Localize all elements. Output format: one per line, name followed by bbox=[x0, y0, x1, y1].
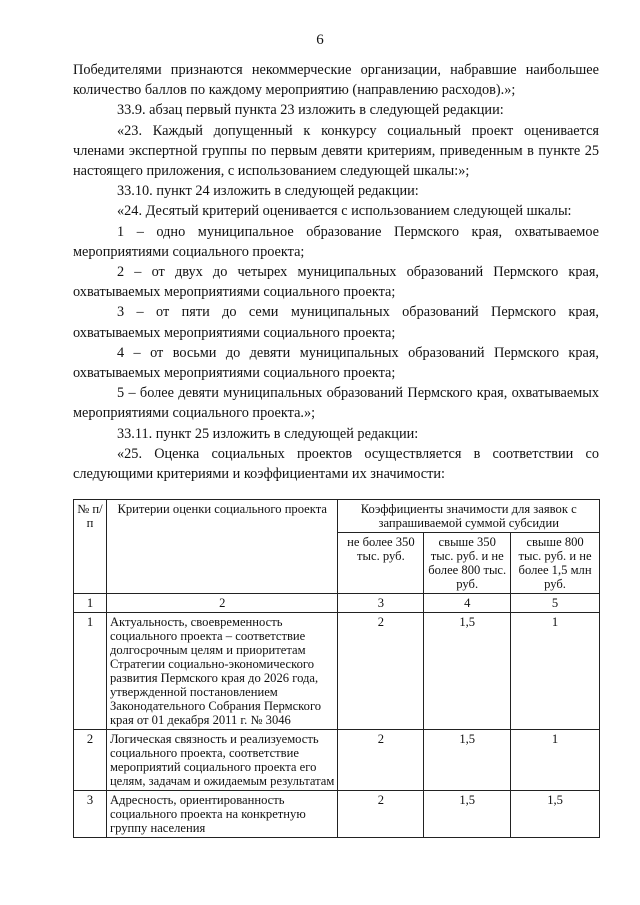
paragraph: «25. Оценка социальных проектов осуществляется в соответствии со следующими критериями и коэффициентами их значимости: bbox=[73, 445, 599, 483]
column-number: 5 bbox=[511, 594, 600, 613]
paragraph: 4 – от восьми до девяти муниципальных образований Пермского края, охватываемых мероприятиями социального проекта; bbox=[73, 344, 599, 382]
row-num: 3 bbox=[74, 791, 107, 838]
row-coef-b: 1,5 bbox=[424, 613, 511, 730]
row-num: 1 bbox=[74, 613, 107, 730]
paragraph: 33.10. пункт 24 изложить в следующей редакции: bbox=[117, 183, 419, 200]
column-numbers-row bbox=[74, 594, 600, 613]
column-number: 2 bbox=[106, 594, 338, 613]
row-criteria: Адресность, ориентированность социального проекта на конкретную группу населения bbox=[106, 791, 338, 838]
paragraph: 5 – более девяти муниципальных образований Пермского края, охватываемых мероприятиями социального проекта.»; bbox=[73, 385, 599, 422]
paragraph: 3 – от пяти до семи муниципальных образований Пермского края, охватываемых мероприятиями социального проекта; bbox=[73, 304, 599, 341]
criteria-table bbox=[73, 499, 600, 838]
row-criteria: Актуальность, своевременность социального проекта – соответствие долгосрочным целям и приоритетам Стратегии социально-экономического развития Пермского края до 2026 года, утвержденной постановлением Законодательного Собрания Пермского края от 01 декабря 2011 г. № 3046 bbox=[106, 613, 338, 730]
paragraph: Победителями признаются некоммерческие организации, набравшие наибольшее количество баллов по каждому мероприятию (направлению расходов).»; bbox=[73, 62, 599, 99]
column-number: 4 bbox=[424, 594, 511, 613]
row-coef-b: 1,5 bbox=[424, 791, 511, 838]
table-row bbox=[74, 791, 600, 838]
body-text bbox=[73, 60, 599, 484]
paragraph: 33.9. абзац первый пункта 23 изложить в следующей редакции: bbox=[117, 102, 504, 119]
row-coef-c: 1,5 bbox=[511, 791, 600, 838]
column-number: 1 bbox=[74, 594, 107, 613]
header-col-a: не более 350 тыс. руб. bbox=[338, 533, 424, 594]
row-criteria: Логическая связность и реализуемость социального проекта, соответствие мероприятий социального проекта его целям, задачам и ожидаемым результатам bbox=[106, 730, 338, 791]
row-coef-c: 1 bbox=[511, 613, 600, 730]
paragraph: «24. Десятый критерий оценивается с использованием следующей шкалы: bbox=[117, 203, 572, 220]
table-row bbox=[74, 730, 600, 791]
header-col-c: свыше 800 тыс. руб. и не более 1,5 млн руб. bbox=[511, 533, 600, 594]
row-coef-a: 2 bbox=[338, 730, 424, 791]
row-num: 2 bbox=[74, 730, 107, 791]
page-number: 6 bbox=[316, 32, 324, 48]
row-coef-b: 1,5 bbox=[424, 730, 511, 791]
row-coef-a: 2 bbox=[338, 791, 424, 838]
table-header-row bbox=[74, 500, 600, 533]
paragraph: «23. Каждый допущенный к конкурсу социальный проект оценивается членами экспертной группы по первым девяти критериям, приведенным в пункте 25 настоящего приложения, с использованием следующей шкалы:»; bbox=[73, 122, 599, 180]
paragraph: 1 – одно муниципальное образование Пермского края, охватываемое мероприятиями социального проекта; bbox=[73, 223, 599, 260]
row-coef-c: 1 bbox=[511, 730, 600, 791]
column-number: 3 bbox=[338, 594, 424, 613]
paragraph: 33.11. пункт 25 изложить в следующей редакции: bbox=[117, 425, 419, 442]
header-col-b: свыше 350 тыс. руб. и не более 800 тыс. руб. bbox=[424, 533, 511, 594]
row-coef-a: 2 bbox=[338, 613, 424, 730]
table-row bbox=[74, 613, 600, 730]
header-criteria: Критерии оценки социального проекта bbox=[106, 500, 338, 594]
paragraph: 2 – от двух до четырех муниципальных образований Пермского края, охватываемых мероприятиями социального проекта; bbox=[73, 264, 599, 301]
header-coefficients: Коэффициенты значимости для заявок с запрашиваемой суммой субсидии bbox=[338, 500, 600, 533]
header-num: № п/п bbox=[74, 500, 107, 594]
